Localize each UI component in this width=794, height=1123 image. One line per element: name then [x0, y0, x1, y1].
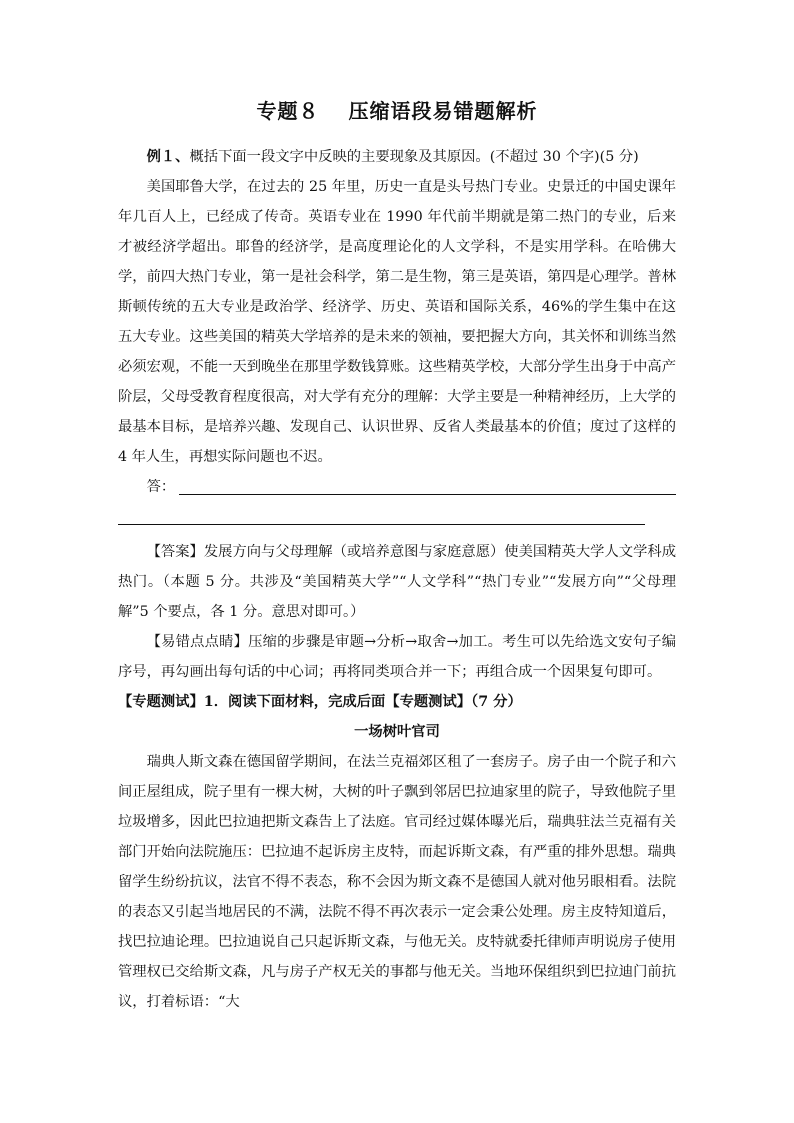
error-tip-text: 压缩的步骤是审题→分析→取舍→加工。考生可以先给选文安句子编序号，再勾画出每句话的中心词；再将同类项合并一下；再组合成一个因果复句即可。	[118, 634, 677, 680]
example-passage: 美国耶鲁大学，在过去的 25 年里，历史一直是头号热门专业。史景迁的中国史课年年几百人上，已经成了传奇。英语专业在 1990 年代前半期就是第二热门的专业，后来才被经济学超出。耶鲁的经济学，是高度理论化的人文学科，不是实用学科。在哈佛大学，前四大热门专业，第一是社会科学，第二是生物，第三是英语，第四是心理学。普林斯顿传统的五大专业是政治学、经济学、历史、英语和国际关系，46%的学生集中在这五大专业。这些美国的精英大学培养的是未来的领袖，要把握大方向，其关怀和训练当然必须宏观，不能一天到晚坐在那里学数钱算账。这些精英学校，大部分学生出身于中高产阶层，父母受教育程度很高，对大学有充分的理解：大学主要是一种精神经历，上大学的最基本目标，是培养兴趣、发现自己、认识世界、反省人类最基本的价值；度过了这样的 4 年人生，再想实际问题也不迟。	[118, 179, 676, 465]
error-tip-paragraph	[118, 627, 676, 687]
error-tip-label: 【易错点点睛】	[146, 634, 249, 650]
article-heading: 一场树叶官司	[354, 724, 440, 740]
page-title: 专题８ 压缩语段易错题解析	[256, 99, 538, 123]
answer-text: 发展方向与父母理解（或培养意图与家庭意愿）使美国精英大学人文学科成热门。（本题 5 分。共涉及“美国精英大学”“人文学科”“热门专业”“发展方向”“父母理解”5 个要点，各 1 分。意思对即可。）	[118, 544, 676, 620]
document-body	[118, 142, 676, 1017]
answer-line	[118, 472, 676, 502]
example-label: 例１、	[146, 149, 190, 165]
example-question-text: 概括下面一段文字中反映的主要现象及其原因。(不超过 30 个字)(5 分)	[189, 149, 639, 165]
answer-blank-line-2	[118, 502, 645, 525]
answer-prompt: 答：	[146, 479, 176, 495]
test-label: 【专题测试】	[118, 694, 204, 710]
test-instruction	[118, 687, 676, 717]
article-text: 瑞典人斯文森在德国留学期间，在法兰克福郊区租了一套房子。房子由一个院子和六间正屋组成，院子里有一棵大树，大树的叶子飘到邻居巴拉迪家里的院子，导致他院子里垃圾增多，因此巴拉迪把斯文森告上了法庭。官司经过媒体曝光后，瑞典驻法兰克福有关部门开始向法院施压：巴拉迪不起诉房主皮特，而起诉斯文森，有严重的排外思想。瑞典留学生纷纷抗议，法官不得不表态，称不会因为斯文森不是德国人就对他另眼相看。法院的表态又引起当地居民的不满，法院不得不再次表示一定会秉公处理。房主皮特知道后，找巴拉迪论理。巴拉迪说自己只起诉斯文森，与他无关。皮特就委托律师声明说房子使用管理权已交给斯文森，凡与房子产权无关的事都与他无关。当地环保组织到巴拉迪门前抗议，打着标语：“大	[118, 754, 676, 1010]
answer-paragraph	[118, 537, 676, 627]
answer-label: 【答案】	[146, 544, 204, 560]
example-question	[118, 142, 676, 172]
answer-blank-line	[179, 494, 676, 495]
test-text: 1．阅读下面材料，完成后面【专题测试】（7 分）	[203, 694, 522, 710]
